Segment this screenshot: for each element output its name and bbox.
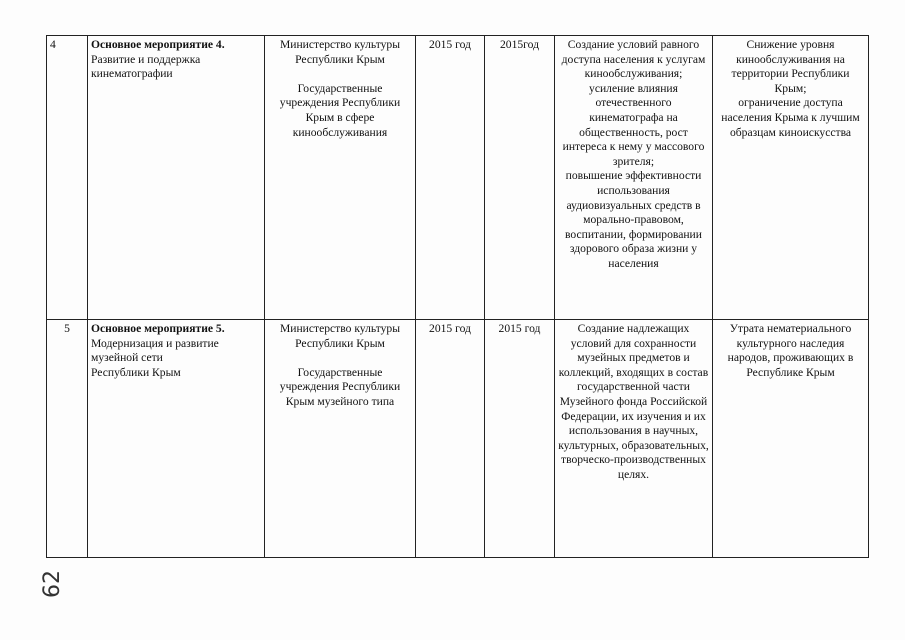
activity-title-cell <box>88 320 265 558</box>
page-number-handwritten: 62 <box>40 570 65 598</box>
row-number: 4 <box>47 36 88 320</box>
consequence-cell: Утрата нематериального культурного наследия народов, проживающих в Республике Крым <box>713 320 869 558</box>
activity-title-text: Модернизация и развитие музейной сети Республики Крым <box>91 336 219 379</box>
activity-title-cell <box>88 36 265 320</box>
end-year-cell: 2015 год <box>485 320 555 558</box>
executor-cell: Министерство культуры Республики Крым Государственные учреждения Республики Крым в сфере кинообслуживания <box>265 36 416 320</box>
executor-cell: Министерство культуры Республики Крым Государственные учреждения Республики Крым музейного типа <box>265 320 416 558</box>
consequence-cell: Снижение уровня кинообслуживания на территории Республики Крым; ограничение доступа населения Крыма к лучшим образцам киноискусства <box>713 36 869 320</box>
table-row <box>47 320 869 558</box>
activity-title-bold: Основное мероприятие 4. <box>91 38 225 51</box>
activity-title-bold: Основное мероприятие 5. <box>91 322 225 335</box>
table-row <box>47 36 869 320</box>
start-year-cell: 2015 год <box>416 320 485 558</box>
expected-result-cell: Создание надлежащих условий для сохранности музейных предметов и коллекций, входящих в состав государственной части Музейного фонда Российской Федерации, их изучения и их использования в научных, культурных, образовательных, творческо-производственных целях. <box>555 320 713 558</box>
start-year-cell: 2015 год <box>416 36 485 320</box>
end-year-cell: 2015год <box>485 36 555 320</box>
activity-title-text: Развитие и поддержка кинематографии <box>91 52 201 81</box>
row-number: 5 <box>47 320 88 558</box>
program-activities-table <box>46 35 869 558</box>
expected-result-cell: Создание условий равного доступа населения к услугам кинообслуживания; усиление влияния отечественного кинематографа на общественность, рост интереса к нему у массового зрителя; повышение эффективности использования аудиовизуальных средств в морально-правовом, воспитании, формировании здорового образа жизни у населения <box>555 36 713 320</box>
